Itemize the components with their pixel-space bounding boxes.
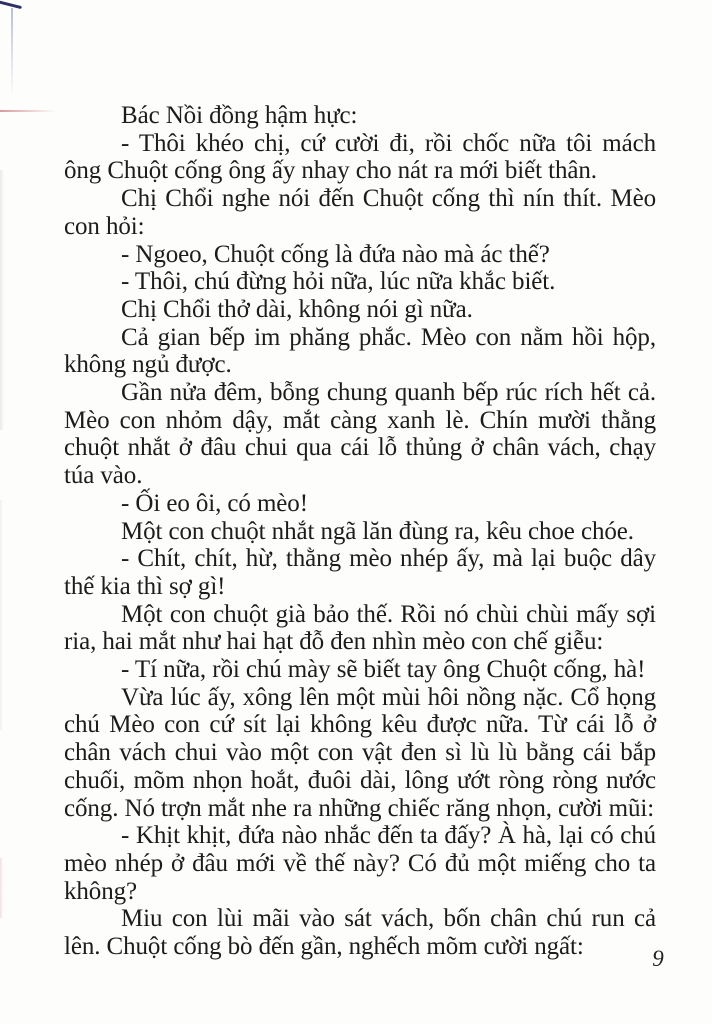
paragraph: Vừa lúc ấy, xông lên một mùi hôi nồng nặc. Cổ họng chú Mèo con cứ sít lại không kêu được nữa. Từ cái lỗ ở chân vách chui vào một con vật đen sì lù lù bằng cái bắp chuối, mõm nhọn hoắt, đuôi dài, lông ướt ròng ròng nước cống. Nó trợn mắt nhe ra những chiếc răng nhọn, cười mũi: [64,683,656,822]
scan-artifact-corner-line [0,0,22,9]
page-number: 9 [652,946,664,971]
scan-artifact-left-edge-streak [0,170,4,430]
paragraph: - Thôi, chú đừng hỏi nữa, lúc nữa khắc biết. [121,268,556,296]
paragraph: - Khịt khịt, đứa nào nhắc đến ta đấy? À hà, lại có chú mèo nhép ở đâu mới về thế này? Có đủ một miếng cho ta không? [64,822,656,905]
paragraph: Gần nửa đêm, bỗng chung quanh bếp rúc rích hết cả. Mèo con nhỏm dậy, mắt càng xanh lè. Chín mười thằng chuột nhắt ở đâu chui qua cái lỗ thủng ở chân vách, chạy túa vào. [64,379,656,490]
paragraph: - Thôi khéo chị, cứ cười đi, rồi chốc nữa tôi mách ông Chuột cống ông ấy nhay cho nát ra mới biết thân. [64,129,656,185]
story-text-block [64,102,656,961]
scan-artifact-corner-vertical-edge [11,8,13,96]
paragraph: Chị Chổi thở dài, không nói gì nữa. [121,295,473,323]
paragraph: - Chít, chít, hừ, thằng mèo nhép ấy, mà lại buộc dây thế kia thì sợ gì! [64,545,656,600]
paragraph: Chị Chổi nghe nói đến Chuột cống thì nín thít. Mèo con hỏi: [64,185,656,240]
paragraph: - Tí nữa, rồi chú mày sẽ biết tay ông Chuột cống, hà! [121,656,646,684]
paragraph: - Ối eo ôi, có mèo! [121,489,308,517]
paragraph: Một con chuột già bảo thế. Rồi nó chùi chùi mấy sợi ria, hai mắt như hai hạt đỗ đen nhìn mèo con chế giễu: [64,600,656,656]
paragraph: Một con chuột nhắt ngã lăn đùng ra, kêu choe chóe. [121,517,634,545]
paragraph: - Ngoeo, Chuột cống là đứa nào mà ác thế? [121,240,550,268]
paragraph: Miu con lùi mãi vào sát vách, bốn chân chú run cả lên. Chuột cống bò đến gần, nghếch mõm cười ngất: [64,905,656,961]
scan-artifact-left-edge-streak [0,858,3,918]
scan-artifact-pink-line [0,110,56,112]
scan-artifact-left-edge-streak [0,500,3,730]
paragraph: Cả gian bếp im phăng phắc. Mèo con nằm hồi hộp, không ngủ được. [64,323,656,379]
paragraph: Bác Nồi đồng hậm hực: [121,102,358,129]
